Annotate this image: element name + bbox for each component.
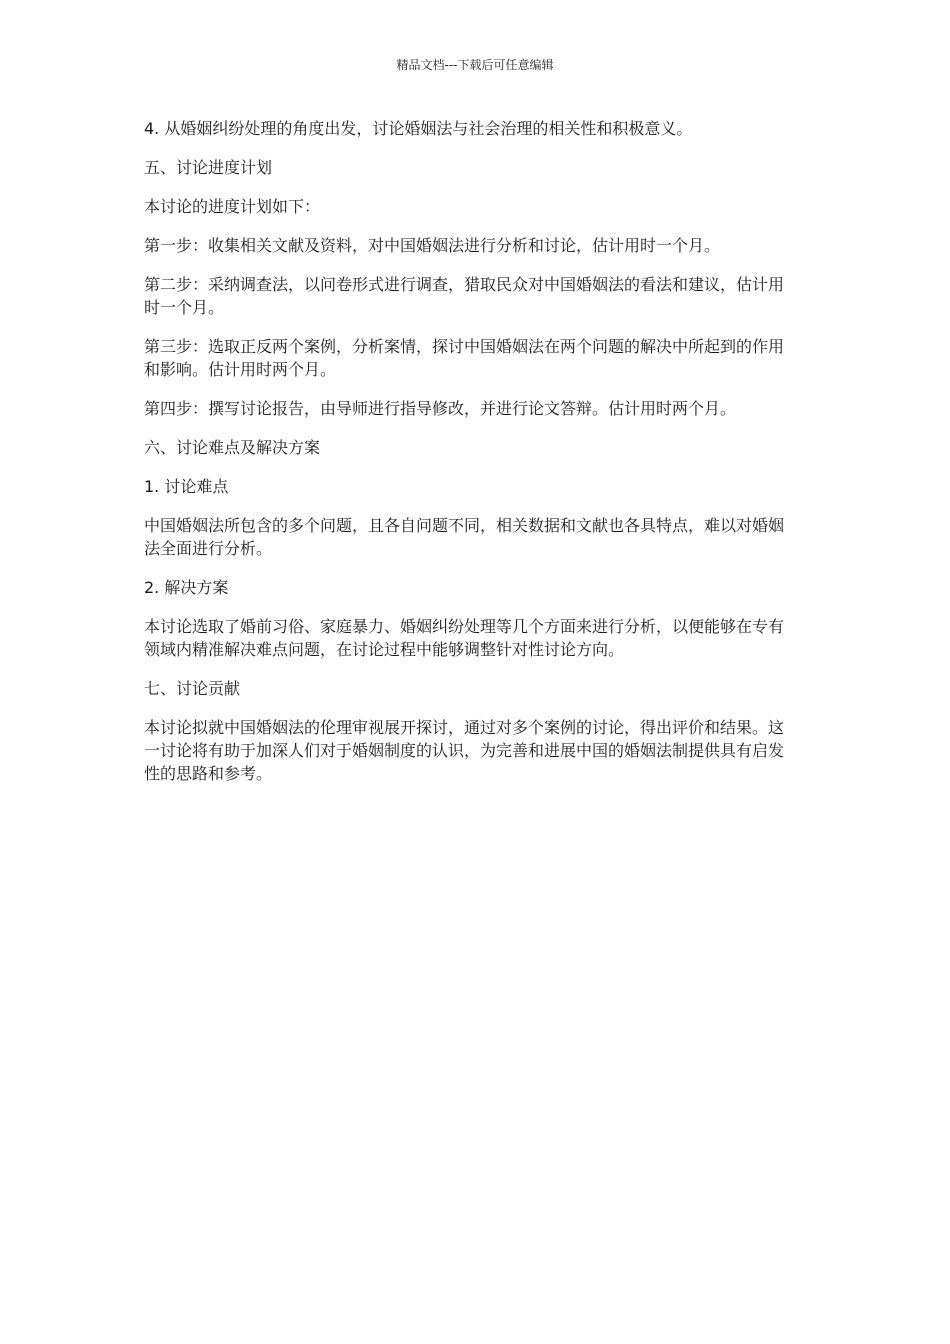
schedule-step-2: 第二步：采纳调查法，以问卷形式进行调查，猎取民众对中国婚姻法的看法和建议，估计用时一个月。 [144, 275, 785, 317]
objective-item-4: 4. 从婚姻纠纷处理的角度出发，讨论婚姻法与社会治理的相关性和积极意义。 [144, 119, 693, 138]
section-heading-difficulties: 六、讨论难点及解决方案 [144, 438, 321, 457]
contribution-text: 本讨论拟就中国婚姻法的伦理审视展开探讨，通过对多个案例的讨论，得出评价和结果。这一讨论将有助于加深人们对于婚姻制度的认识，为完善和进展中国的婚姻法制提供具有启发性的思路和参考。 [144, 718, 785, 783]
solutions-text: 本讨论选取了婚前习俗、家庭暴力、婚姻纠纷处理等几个方面来进行分析，以便能够在专有领域内精准解决难点问题，在讨论过程中能够调整针对性讨论方向。 [144, 617, 785, 659]
schedule-step-3: 第三步：选取正反两个案例，分析案情，探讨中国婚姻法在两个问题的解决中所起到的作用和影响。估计用时两个月。 [144, 337, 785, 379]
subheading-solutions: 2. 解决方案 [144, 578, 229, 597]
section-heading-contribution: 七、讨论贡献 [144, 679, 241, 698]
schedule-intro: 本讨论的进度计划如下： [144, 197, 321, 216]
schedule-step-4: 第四步：撰写讨论报告，由导师进行指导修改，并进行论文答辩。估计用时两个月。 [144, 399, 737, 418]
section-heading-schedule: 五、讨论进度计划 [144, 158, 273, 177]
document-body [144, 117, 799, 801]
page-header: 精品文档---下载后可任意编辑 [396, 58, 554, 72]
difficulties-text: 中国婚姻法所包含的多个问题，且各自问题不同，相关数据和文献也各具特点，难以对婚姻法全面进行分析。 [144, 516, 785, 558]
subheading-difficulties: 1. 讨论难点 [144, 477, 229, 496]
schedule-step-1: 第一步：收集相关文献及资料，对中国婚姻法进行分析和讨论，估计用时一个月。 [144, 236, 721, 255]
